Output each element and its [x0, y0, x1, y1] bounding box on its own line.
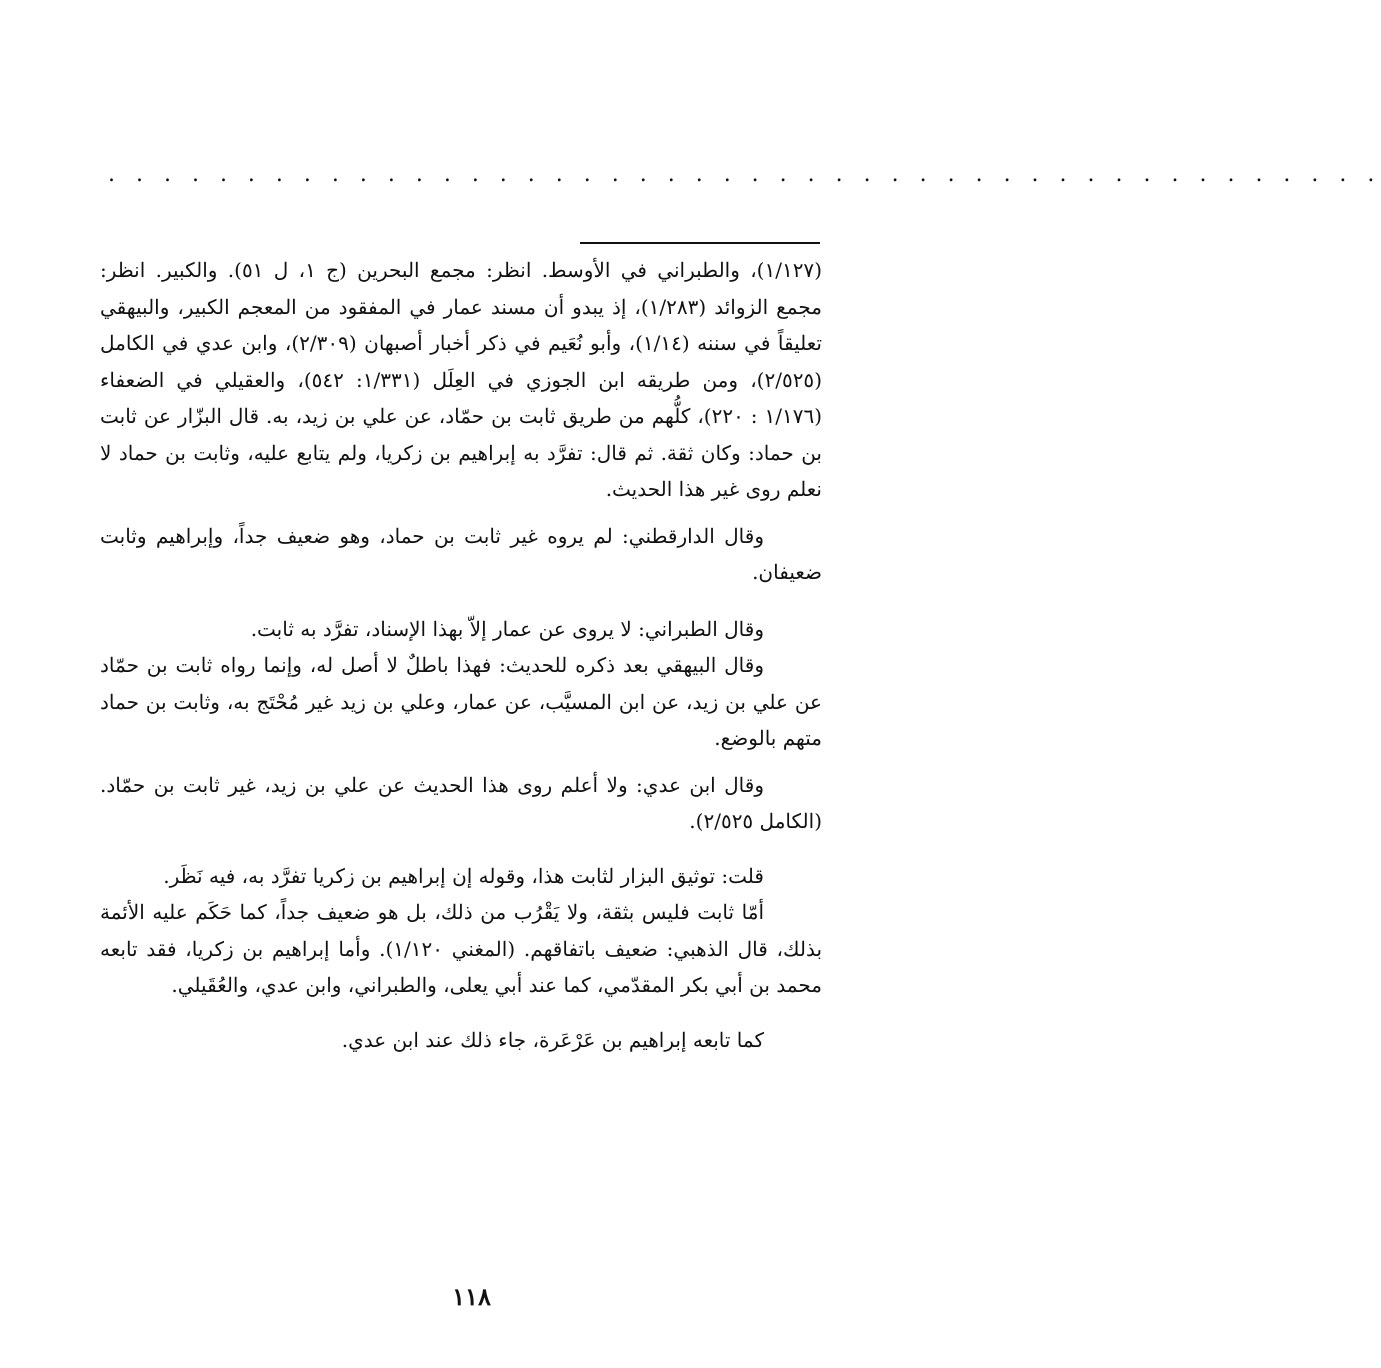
paragraph-ibn-adi: وقال ابن عدي: ولا أعلم روى هذا الحديث عن علي بن زيد، غير ثابت بن حمّاد. (الكامل ٢/٥٢٥). — [100, 772, 822, 833]
page-number: ١١٨ — [452, 1282, 491, 1311]
paragraph-tabarani: وقال الطبراني: لا يروى عن عمار إلاّ بهذا الإسناد، تفرَّد به ثابت. — [250, 616, 764, 641]
paragraph-bayhaqi: وقال البيهقي بعد ذكره للحديث: فهذا باطلٌ لا أصل له، وإنما رواه ثابت بن حمّاد عن علي بن زيد، عن ابن المسيَّب، عن عمار، وعلي بن زيد غير مُحْتَج به، وثابت بن حماد متهم بالوضع. — [100, 653, 822, 750]
paragraph-urara: كما تابعه إبراهيم بن عَرْعَرة، جاء ذلك عند ابن عدي. — [341, 1027, 764, 1052]
footnote-rule — [580, 242, 820, 244]
paragraph-sources: (١/١٢٧)، والطبراني في الأوسط. انظر: مجمع البحرين (ج ١، ل ٥١). والكبير. انظر: مجمع الزوائد (١/٢٨٣)، إذ يبدو أن مسند عمار في المفقود من المعجم الكبير، والبيهقي تعليقاً في سننه (١/١٤)، وأبو نُعَيم في ذكر أخبار أصبهان (٢/٣٠٩)، وابن عدي في الكامل (٢/٥٢٥)، ومن طريقه ابن الجوزي في العِلَل (١/٣٣١: ٥٤٢)، والعقيلي في الضعفاء (١/١٧٦ : ٢٢٠)، كلُّهم من طريق ثابت بن حمّاد، عن علي بن زيد، به. قال البزّار عن ثابت بن حماد: وكان ثقة. ثم قال: تفرَّد به إبراهيم بن زكريا، ولم يتابع عليه، وثابت بن حماد لا نعلم روى غير هذا الحديث. — [100, 258, 823, 501]
footnote-text — [100, 252, 822, 1058]
dotted-separator: . . . . . . . . . . . . . . . . . . . . . . . . . . . . . . . . . . . . . . . . . . . . . . — [108, 162, 1381, 187]
paragraph-thabit: أمّا ثابت فليس بثقة، ولا يَقْرُب من ذلك، بل هو ضعيف جداً، كما حَكَم عليه الأئمة بذلك، قال الذهبي: ضعيف باتفاقهم. (المغني ١/١٢٠). وأما إبراهيم بن زكريا، فقد تابعه محمد بن أبي بكر المقدّمي، كما عند أبي يعلى، والطبراني، وابن عدي، والعُقَيلي. — [100, 900, 823, 997]
paragraph-daraqutni: وقال الدارقطني: لم يروه غير ثابت بن حماد، وهو ضعيف جداً، وإبراهيم وثابت ضعيفان. — [100, 523, 822, 584]
paragraph-qultu: قلت: توثيق البزار لثابت هذا، وقوله إن إبراهيم بن زكريا تفرَّد به، فيه نَظَر. — [163, 863, 764, 888]
